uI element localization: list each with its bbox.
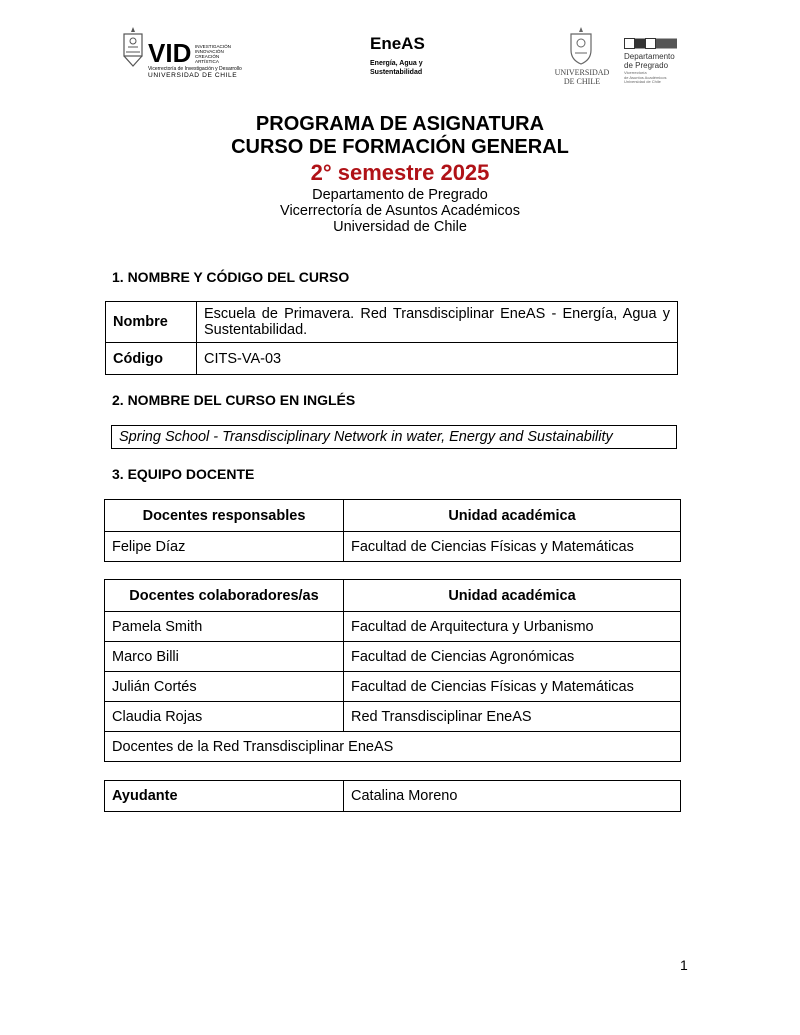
semester-title: 2° semestre 2025 [310,160,490,185]
table-row [105,781,681,812]
section-1-heading: 1. NOMBRE Y CÓDIGO DEL CURSO [112,269,350,285]
codigo-label: Código [106,343,197,375]
nombre-value: Escuela de Primavera. Red Transdisciplinar EneAS - Energía, Agua y Sustentabilidad. [197,302,678,343]
docente-name: Pamela Smith [105,612,344,642]
section-2-heading: 2. NOMBRE DEL CURSO EN INGLÉS [112,392,356,408]
ayudante-value: Catalina Moreno [344,781,681,812]
table-row [105,642,681,672]
department-line: Departamento de Pregrado [312,187,488,203]
colaboradores-table [104,579,681,762]
uchile-logo-line2: DE CHILE [563,77,601,86]
uchile-logo-line1: UNIVERSIDAD [554,68,610,77]
table-row [105,672,681,702]
squares-icon [624,38,678,50]
table-row [105,532,681,562]
vid-logo-tagline: INVESTIGACIÓN INNOVACIÓN CREACIÓN ARTÍSTICA [195,44,231,64]
docente-name: Claudia Rojas [105,702,344,732]
table-header-row [105,500,681,532]
unidad-col-header: Unidad académica [344,500,681,532]
uchile-logo [548,26,616,88]
eneas-logo [368,34,448,82]
table-row [106,302,678,343]
table-row [105,702,681,732]
vid-logo [122,24,242,80]
docente-unit: Facultad de Ciencias Físicas y Matemáticas [344,532,681,562]
vid-logo-university: UNIVERSIDAD DE CHILE [148,72,238,79]
docente-unit: Red Transdisciplinar EneAS [344,702,681,732]
english-name-table [111,425,677,449]
ayudante-table [104,780,681,812]
docente-name: Marco Billi [105,642,344,672]
codigo-value: CITS-VA-03 [197,343,678,375]
docente-unit: Facultad de Arquitectura y Urbanismo [344,612,681,642]
table-header-row [105,580,681,612]
university-crest-icon [566,26,596,66]
docente-name: Felipe Díaz [105,532,344,562]
eneas-logo-tagline [370,59,450,77]
dp-logo-small-1: Vicerrectoría [624,70,647,75]
unidad-col-header: Unidad académica [344,580,681,612]
eneas-logo-name: EneAS [370,34,425,53]
document-title-block [0,113,800,235]
title-line-1: PROGRAMA DE ASIGNATURA [255,113,545,135]
vicerrectoria-line: Vicerrectoría de Asuntos Académicos [280,203,520,219]
nombre-label: Nombre [106,302,197,343]
english-course-name: Spring School - Transdisciplinary Network in water, Energy and Sustainability [112,426,677,449]
dp-logo-line2: de Pregrado [624,61,669,70]
docente-unit: Facultad de Ciencias Físicas y Matemáticas [344,672,681,702]
table-row [105,732,681,762]
dp-logo-small-3: Universidad de Chile [624,79,661,84]
responsables-table [104,499,681,562]
university-line: Universidad de Chile [333,219,467,235]
dp-logo-line1: Departamento [624,52,675,61]
eneas-tagline-1: Energía, Agua y [370,60,423,67]
title-line-2: CURSO DE FORMACIÓN GENERAL [231,136,569,158]
docente-unit: Facultad de Ciencias Agronómicas [344,642,681,672]
table-row [112,426,677,449]
colaboradores-col-header: Docentes colaboradores/as [105,580,344,612]
uchile-logo-text [548,68,616,86]
page-number: 1 [680,957,688,973]
dp-logo-small-2: de Asuntos Académicos [624,74,667,80]
dp-logo-title [624,52,675,70]
course-name-table [105,301,678,375]
docente-name: Julián Cortés [105,672,344,702]
docentes-red-row: Docentes de la Red Transdisciplinar EneAS [105,732,681,762]
vid-logo-subtitle: Vicerrectoría de Investigación y Desarrollo [148,66,242,72]
eneas-tagline-2: Sustentabilidad [370,69,423,76]
uchile-crest-icon [122,26,144,74]
table-row [105,612,681,642]
ayudante-label: Ayudante [105,781,344,812]
section-3-heading: 3. EQUIPO DOCENTE [112,466,255,482]
dp-logo-small-text [624,71,680,85]
vid-logo-name: VID [148,38,192,68]
departamento-pregrado-logo [624,38,684,88]
responsables-col-header: Docentes responsables [105,500,344,532]
table-row [106,343,678,375]
